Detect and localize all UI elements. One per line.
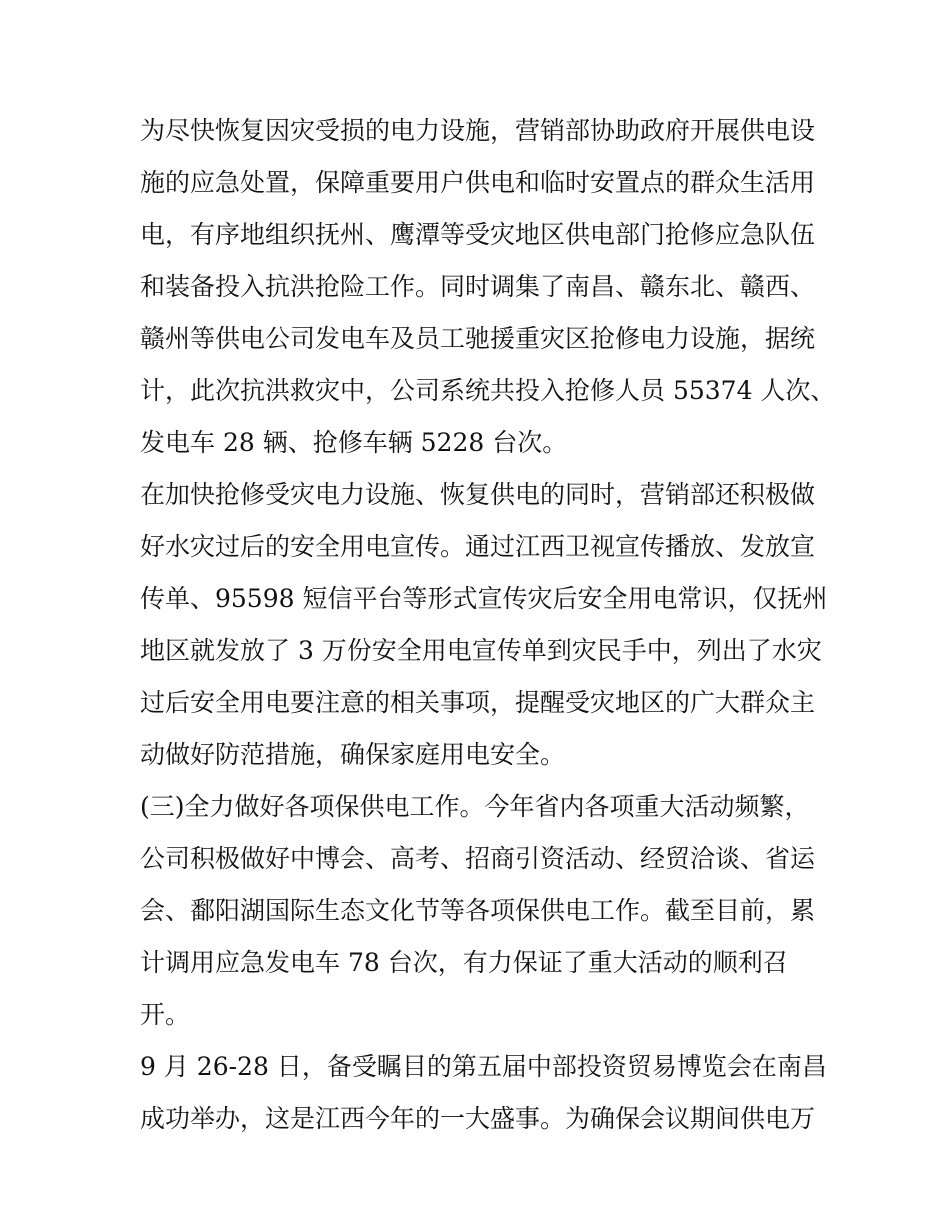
text-line: 发电车 28 辆、抢修车辆 5228 台次。 xyxy=(140,428,568,457)
text-line: 电，有序地组织抚州、鹰潭等受灾地区供电部门抢修应急队伍 xyxy=(140,220,816,249)
paragraph-expo xyxy=(140,1041,827,1145)
paragraph-repair-efforts xyxy=(140,105,836,469)
paragraph-safety-publicity xyxy=(140,469,828,781)
paragraph-power-supply-guarantee xyxy=(140,781,820,1041)
text-line: 好水灾过后的安全用电宣传。通过江西卫视宣传播放、发放宣 xyxy=(140,532,816,561)
document-body xyxy=(140,105,836,1145)
text-line: 地区就发放了 3 万份安全用电宣传单到灾民手中，列出了水灾 xyxy=(140,636,822,665)
text-line: 9 月 26-28 日，备受瞩目的第五届中部投资贸易博览会在南昌 xyxy=(140,1052,827,1081)
text-line: 开。 xyxy=(140,1000,191,1029)
text-line: 施的应急处置，保障重要用户供电和临时安置点的群众生活用 xyxy=(140,168,816,197)
text-line: 动做好防范措施，确保家庭用电安全。 xyxy=(140,740,566,769)
text-line: 计调用应急发电车 78 台次，有力保证了重大活动的顺利召 xyxy=(140,948,788,977)
text-line: 在加快抢修受灾电力设施、恢复供电的同时，营销部还积极做 xyxy=(140,480,816,509)
text-line: (三)全力做好各项保供电工作。今年省内各项重大活动频繁， xyxy=(140,792,810,821)
text-line: 过后安全用电要注意的相关事项，提醒受灾地区的广大群众主 xyxy=(140,688,816,717)
text-line: 为尽快恢复因灾受损的电力设施，营销部协助政府开展供电设 xyxy=(140,116,816,145)
text-line: 赣州等供电公司发电车及员工驰援重灾区抢修电力设施，据统 xyxy=(140,324,816,353)
text-line: 计，此次抗洪救灾中，公司系统共投入抢修人员 55374 人次、 xyxy=(140,376,836,405)
text-line: 和装备投入抗洪抢险工作。同时调集了南昌、赣东北、赣西、 xyxy=(140,272,816,301)
text-line: 成功举办，这是江西今年的一大盛事。为确保会议期间供电万 xyxy=(140,1104,816,1133)
text-line: 会、鄱阳湖国际生态文化节等各项保供电工作。截至目前，累 xyxy=(140,896,816,925)
text-line: 公司积极做好中博会、高考、招商引资活动、经贸洽谈、省运 xyxy=(140,844,816,873)
text-line: 传单、95598 短信平台等形式宣传灾后安全用电常识，仅抚州 xyxy=(140,584,828,613)
